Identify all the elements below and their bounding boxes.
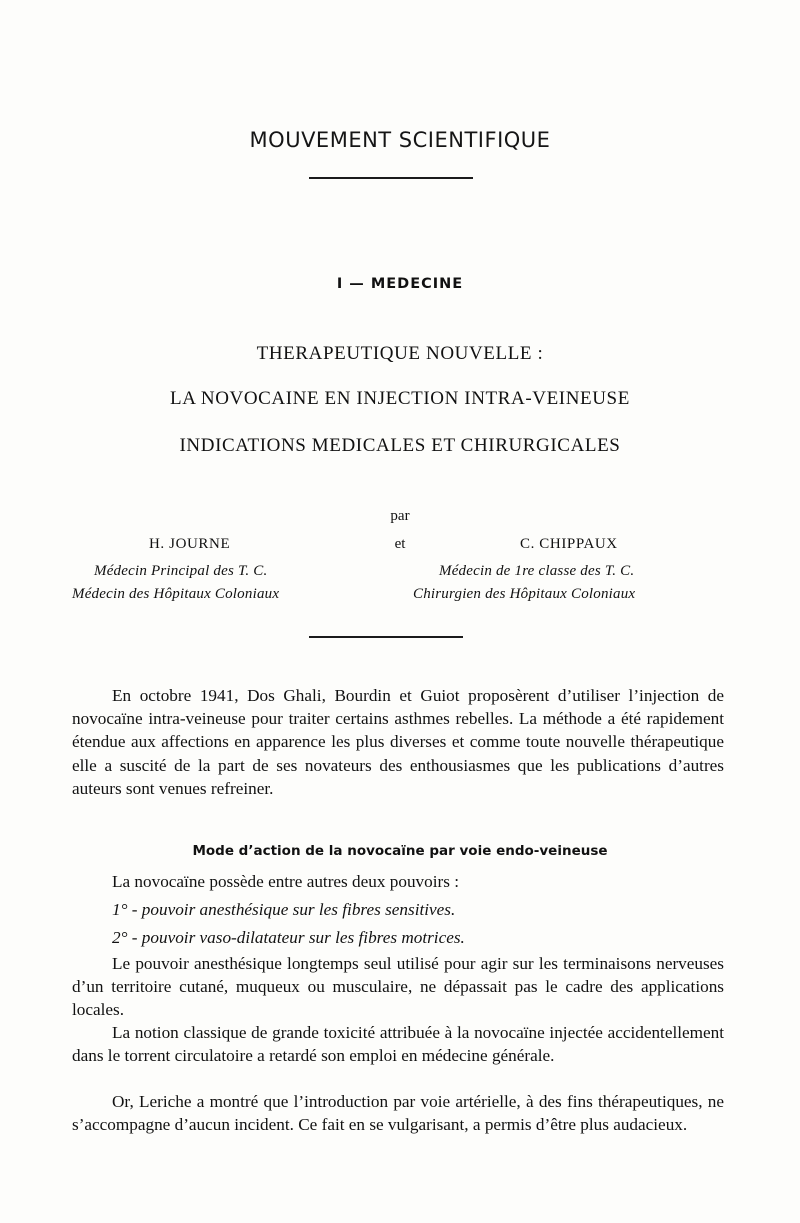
author-right-role-2: Chirurgien des Hôpitaux Coloniaux: [413, 586, 636, 602]
byline-par: par: [390, 508, 410, 524]
author-name-left: H. JOURNE: [149, 536, 231, 552]
power-item-2: 2° - pouvoir vaso-dilatateur sur les fibres motrices.: [112, 928, 465, 947]
power-item-1: 1° - pouvoir anesthésique sur les fibres sensitives.: [112, 900, 456, 919]
section-heading: MOUVEMENT SCIENTIFIQUE: [249, 128, 551, 152]
author-right-role-1: Médecin de 1re classe des T. C.: [439, 563, 635, 579]
author-left-role-1: Médecin Principal des T. C.: [94, 563, 268, 579]
divider-rule: [309, 636, 463, 638]
powers-intro: La novocaïne possède entre autres deux pouvoirs :: [112, 872, 459, 891]
author-left-role-2: Médecin des Hôpitaux Coloniaux: [72, 586, 280, 602]
paragraph-toxicity: La notion classique de grande toxicité attribuée à la novocaïne injectée accidentellement dans le torrent circulatoire a retardé son emploi en médecine générale.: [72, 1023, 724, 1066]
paragraph-leriche: Or, Leriche a montré que l’introduction par voie artérielle, à des fins thérapeutiques, ne s’accompagne d’aucun incident. Ce fait en se vulgarisant, a permis d’être plus audacieux.: [72, 1092, 724, 1135]
article-title-line-1: THERAPEUTIQUE NOUVELLE :: [256, 343, 544, 364]
part-heading: I — MEDECINE: [336, 276, 464, 292]
article-title-line-3: INDICATIONS MEDICALES ET CHIRURGICALES: [179, 435, 621, 456]
author-name-right: C. CHIPPAUX: [520, 536, 618, 552]
paragraph-intro: En octobre 1941, Dos Ghali, Bourdin et Guiot proposèrent d’utiliser l’injection de novocaïne intra-veineuse pour traiter certains asthmes rebelles. La méthode a été rapidement étendue aux affections en apparence les plus diverses et comme toute nouvelle thérapeutique elle a suscité de la part de ses novateurs des enthousiasmes que les publications d’autres auteurs sont venues refreiner.: [72, 686, 724, 798]
byline-et: et: [394, 536, 406, 552]
paragraph-anesthetic: Le pouvoir anesthésique longtemps seul utilisé pour agir sur les terminaisons nerveuses d’un territoire cutané, muqueux ou musculaire, ne dépassait pas le cadre des applications locales.: [72, 954, 724, 1020]
subsection-heading: Mode d’action de la novocaïne par voie endo-veineuse: [192, 843, 608, 859]
article-title-line-2: LA NOVOCAINE EN INJECTION INTRA-VEINEUSE: [170, 388, 630, 409]
divider-rule: [309, 177, 473, 179]
